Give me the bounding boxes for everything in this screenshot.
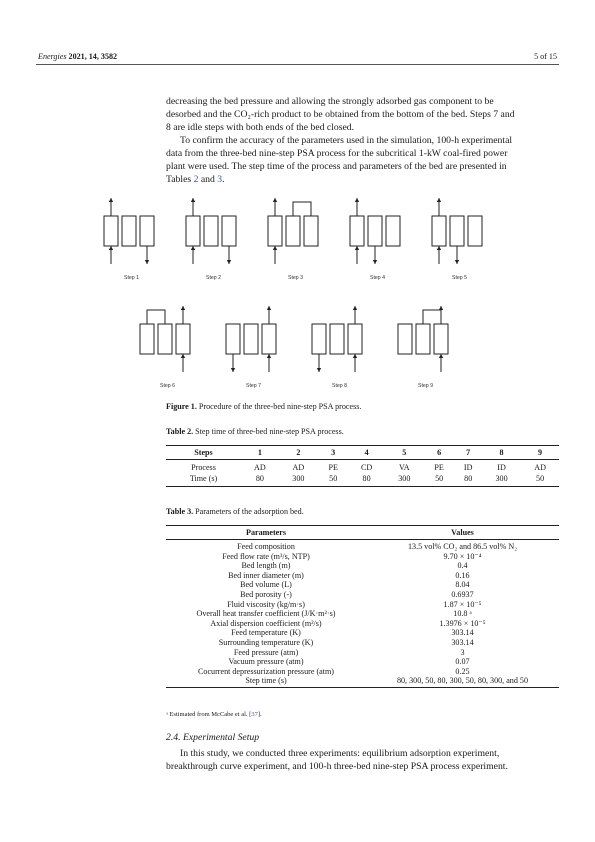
table-cell: AD xyxy=(254,463,266,472)
flow-arrow-icon xyxy=(373,260,377,264)
table-3-footnote xyxy=(166,711,262,718)
table-header-row xyxy=(166,526,559,540)
step-label: Step 9 xyxy=(418,383,433,389)
parameter-cell: Feed flow rate (m³/s, NTP) xyxy=(222,551,310,561)
table-row xyxy=(166,473,559,487)
table-cell: 50 xyxy=(424,473,455,487)
table-3-reference-link[interactable]: 3 xyxy=(217,174,223,185)
adsorption-bed xyxy=(158,324,172,354)
adsorption-bed xyxy=(350,216,364,246)
column-header: 8 xyxy=(482,446,521,460)
adsorption-bed xyxy=(104,216,118,246)
table-row xyxy=(166,676,559,687)
flow-arrow-icon xyxy=(455,260,459,264)
column-header-parameters: Parameters xyxy=(166,526,366,540)
adsorption-bed xyxy=(286,216,300,246)
table-row xyxy=(166,600,559,610)
value-cell: 1.3976 × 10⁻⁵ xyxy=(439,618,486,628)
flow-arrow-icon xyxy=(231,368,235,372)
table-cell: Time (s) xyxy=(166,473,241,487)
parameter-cell: Axial dispersion coefficient (m²/s) xyxy=(210,618,322,628)
pressure-equalization-line xyxy=(147,310,165,324)
flow-arrow-icon xyxy=(267,354,271,358)
step-label: Step 7 xyxy=(246,383,261,389)
flow-arrow-icon xyxy=(355,198,359,202)
adsorption-bed xyxy=(312,324,326,354)
flow-arrow-icon xyxy=(267,306,271,310)
adsorption-bed xyxy=(244,324,258,354)
value-cell: 10.8 ᵃ xyxy=(453,609,472,619)
text-fragment: . xyxy=(222,174,225,185)
column-header: 6 xyxy=(424,446,455,460)
paragraph-line: 8 are idle steps with both ends of the bed closed. xyxy=(166,122,355,133)
pressure-equalization-line xyxy=(293,202,311,216)
adsorption-bed xyxy=(304,216,318,246)
value-cell: 80, 300, 50, 80, 300, 50, 80, 300, and 50 xyxy=(366,676,559,687)
adsorption-bed xyxy=(262,324,276,354)
table-row xyxy=(166,648,559,658)
adsorption-bed xyxy=(140,216,154,246)
paragraph-line: In this study, we conducted three experiments: equilibrium adsorption experiment, xyxy=(180,748,500,759)
value-cell: 0.6937 xyxy=(451,589,474,599)
table-row xyxy=(166,628,559,638)
flow-arrow-icon xyxy=(191,198,195,202)
adsorption-bed xyxy=(348,324,362,354)
reference-37-link[interactable]: 37 xyxy=(251,711,258,718)
column-header: 7 xyxy=(454,446,482,460)
table-cell: 300 xyxy=(279,473,318,487)
table-cell: VA xyxy=(398,463,410,472)
flow-arrow-icon xyxy=(353,354,357,358)
adsorption-bed xyxy=(140,324,154,354)
table-row xyxy=(166,590,559,600)
column-header: 5 xyxy=(385,446,424,460)
figure-1-caption xyxy=(166,402,361,411)
parameter-cell: Fluid viscosity (kg/m·s) xyxy=(227,599,305,609)
parameter-cell: Feed temperature (K) xyxy=(231,628,301,638)
adsorption-bed xyxy=(122,216,136,246)
value-cell: 9.70 × 10⁻⁴ xyxy=(443,551,482,561)
value-cell: 0.4 xyxy=(457,561,468,571)
footnote-text: ᵃ Estimated from McCabe et al. [ xyxy=(166,711,252,718)
adsorption-bed xyxy=(268,216,282,246)
table-3-label: Table 3. xyxy=(166,507,194,516)
table-cell: 50 xyxy=(521,473,559,487)
figure-caption-text: Procedure of the three-bed nine-step PSA process. xyxy=(196,402,362,411)
adsorption-bed xyxy=(450,216,464,246)
parameter-cell: Surrounding temperature (K) xyxy=(218,637,314,647)
table-3-bed-parameters xyxy=(166,525,559,688)
table-cell: PE xyxy=(328,463,338,472)
table-3-caption xyxy=(166,507,304,516)
flow-arrow-icon xyxy=(227,260,231,264)
table-row xyxy=(166,609,559,619)
flow-arrow-icon xyxy=(437,198,441,202)
table-cell: Process xyxy=(191,463,216,472)
table-2-label: Table 2. xyxy=(166,427,194,436)
table-cell: ID xyxy=(497,463,506,472)
paragraph-line: breakthrough curve experiment, and 100-h three-bed nine-step PSA process experiment. xyxy=(166,761,508,772)
section-2-4-heading: 2.4. Experimental Setup xyxy=(166,732,260,743)
flow-arrow-icon xyxy=(109,246,113,250)
flow-arrow-icon xyxy=(273,246,277,250)
table-row xyxy=(166,460,559,474)
adsorption-bed xyxy=(432,216,446,246)
column-header: 4 xyxy=(348,446,384,460)
footnote-text: ]. xyxy=(257,711,262,718)
flow-arrow-icon xyxy=(145,260,149,264)
journal-volume: 2021, 14, 3582 xyxy=(68,52,118,61)
table-2-caption xyxy=(166,427,344,436)
adsorption-bed xyxy=(386,216,400,246)
table-cell: 80 xyxy=(241,473,279,487)
table-row xyxy=(166,638,559,648)
pressure-equalization-line xyxy=(423,310,441,324)
parameter-cell: Feed pressure (atm) xyxy=(233,647,299,657)
column-header: 2 xyxy=(279,446,318,460)
table-row xyxy=(166,540,559,552)
step-label: Step 3 xyxy=(288,275,303,281)
value-cell: 303.14 xyxy=(451,628,474,638)
value-cell: 8.04 xyxy=(455,580,470,590)
flow-arrow-icon xyxy=(353,306,357,310)
flow-arrow-icon xyxy=(317,368,321,372)
value-cell: 0.16 xyxy=(455,570,470,580)
flow-arrow-icon xyxy=(437,246,441,250)
value-cell: 303.14 xyxy=(451,637,474,647)
adsorption-bed xyxy=(204,216,218,246)
table-cell: ID xyxy=(463,463,473,472)
journal-name: Energies xyxy=(38,52,67,61)
parameter-cell: Overall heat transfer coefficient (J/K·m²·s) xyxy=(196,609,336,619)
paragraph-line: desorbed and the CO₂-rich product to be obtained from the bottom of the bed. Steps 7 and xyxy=(166,109,515,120)
column-header: 3 xyxy=(318,446,349,460)
column-header: 1 xyxy=(241,446,279,460)
text-fragment: and xyxy=(198,174,218,185)
parameter-cell: Bed length (m) xyxy=(241,561,291,571)
flow-arrow-icon xyxy=(191,246,195,250)
step-label: Step 2 xyxy=(206,275,221,281)
paragraph-line: data from the three-bed nine-step PSA process for the subcritical 1-kW coal-fired power xyxy=(166,148,508,159)
table-row xyxy=(166,580,559,590)
table-2-step-time xyxy=(166,445,559,487)
table-cell: 300 xyxy=(482,473,521,487)
flow-arrow-icon xyxy=(273,198,277,202)
flow-arrow-icon xyxy=(355,246,359,250)
paragraph-line: To confirm the accuracy of the parameters used in the simulation, 100-h experimental xyxy=(180,135,513,146)
step-label: Step 8 xyxy=(332,383,347,389)
table-3-caption-text: Parameters of the adsorption bed. xyxy=(193,507,304,516)
flow-arrow-icon xyxy=(109,198,113,202)
adsorption-bed xyxy=(330,324,344,354)
column-header: 9 xyxy=(521,446,559,460)
table-cell: 80 xyxy=(454,473,482,487)
table-cell: 80 xyxy=(348,473,384,487)
adsorption-bed xyxy=(176,324,190,354)
adsorption-bed xyxy=(186,216,200,246)
table-cell: 50 xyxy=(318,473,349,487)
parameter-cell: Feed composition xyxy=(237,542,295,551)
adsorption-bed xyxy=(434,324,448,354)
value-cell: 0.07 xyxy=(455,657,470,667)
table-row xyxy=(166,552,559,562)
step-label: Step 6 xyxy=(160,383,175,389)
parameter-cell: Bed volume (L) xyxy=(240,580,292,590)
section-2-4-paragraph xyxy=(166,747,559,773)
value-cell: 3 xyxy=(460,647,465,657)
value-cell: 13.5 vol% CO₂ and 86.5 vol% N₂ xyxy=(407,542,518,551)
column-header: Steps xyxy=(166,446,241,460)
parameter-cell: Step time (s) xyxy=(166,676,366,687)
parameter-cell: Bed inner diameter (m) xyxy=(228,570,304,580)
adsorption-bed xyxy=(416,324,430,354)
table-row xyxy=(166,561,559,571)
table-row xyxy=(166,667,559,677)
parameter-cell: Vacuum pressure (atm) xyxy=(228,657,304,667)
figure-label: Figure 1. xyxy=(166,402,197,411)
flow-arrow-icon xyxy=(181,354,185,358)
table-2-caption-text: Step time of three-bed nine-step PSA process. xyxy=(193,427,344,436)
adsorption-bed xyxy=(226,324,240,354)
table-row xyxy=(166,571,559,581)
value-cell: 1.87 × 10⁻⁵ xyxy=(443,599,482,609)
step-label: Step 4 xyxy=(370,275,385,281)
paragraph-line: decreasing the bed pressure and allowing the strongly adsorbed gas component to be xyxy=(166,96,494,107)
running-header-page-number: 5 of 15 xyxy=(534,52,557,61)
table-row xyxy=(166,619,559,629)
table-row xyxy=(166,657,559,667)
adsorption-bed xyxy=(222,216,236,246)
step-label: Step 1 xyxy=(124,275,139,281)
column-header-values: Values xyxy=(366,526,559,540)
table-cell: AD xyxy=(292,463,305,472)
table-cell: PE xyxy=(434,463,444,472)
adsorption-bed xyxy=(368,216,382,246)
adsorption-bed xyxy=(398,324,412,354)
table-2-reference-link[interactable]: 2 xyxy=(193,174,199,185)
table-cell: 300 xyxy=(385,473,424,487)
flow-arrow-icon xyxy=(181,306,185,310)
flow-arrow-icon xyxy=(439,354,443,358)
text-fragment: Tables xyxy=(166,174,194,185)
table-header-row xyxy=(166,446,559,460)
parameter-cell: Bed porosity (-) xyxy=(240,589,292,599)
value-cell: 0.25 xyxy=(455,666,470,676)
parameter-cell: Cocurrent depressurization pressure (atm) xyxy=(198,666,334,676)
table-cell: AD xyxy=(534,463,546,472)
flow-arrow-icon xyxy=(439,306,443,310)
step-label: Step 5 xyxy=(452,275,467,281)
adsorption-bed xyxy=(468,216,482,246)
paragraph-line: plant were used. The step time of the process and parameters of the bed are presented in xyxy=(166,161,507,172)
table-cell: CD xyxy=(360,463,373,472)
